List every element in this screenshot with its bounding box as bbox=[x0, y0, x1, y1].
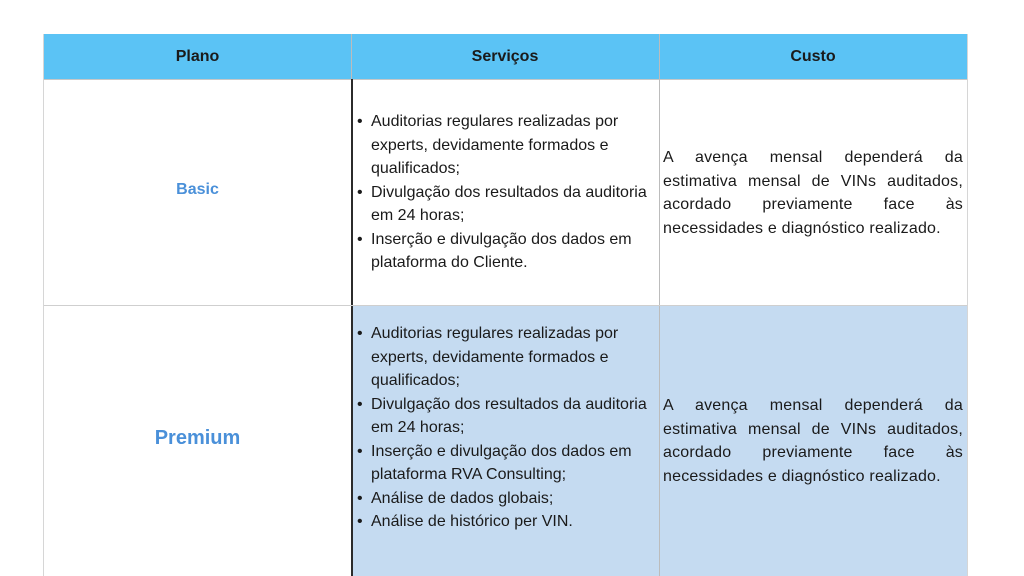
row-divider bbox=[44, 305, 967, 306]
table-header bbox=[44, 34, 967, 80]
header-divider-1 bbox=[351, 34, 352, 79]
header-cost: Custo bbox=[790, 48, 836, 65]
cost-premium: A avença mensal dependerá da estimativa mensal de VINs auditados, acordado previamente face às necessidades e diagnóstico realizado. bbox=[663, 397, 963, 485]
plans-table bbox=[43, 34, 968, 576]
list-item: • Auditorias regulares realizadas por experts, devidamente formados e qualificados; bbox=[353, 110, 659, 181]
header-plan: Plano bbox=[175, 48, 220, 65]
list-item: • Auditorias regulares realizadas por experts, devidamente formados e qualificados; bbox=[353, 322, 659, 393]
list-item: • Inserção e divulgação dos dados em plataforma RVA Consulting; bbox=[353, 440, 659, 487]
plan-premium: Premium bbox=[154, 427, 241, 449]
list-item: • Análise de histórico per VIN. bbox=[353, 510, 659, 534]
list-item: • Análise de dados globais; bbox=[353, 487, 659, 511]
cost-basic: A avença mensal dependerá da estimativa mensal de VINs auditados, acordado previamente face às necessidades e diagnóstico realizado. bbox=[663, 149, 963, 237]
header-services: Serviços bbox=[471, 48, 539, 65]
services-premium bbox=[353, 322, 659, 534]
list-item: • Divulgação dos resultados da auditoria em 24 horas; bbox=[353, 393, 659, 440]
list-item: • Inserção e divulgação dos dados em plataforma do Cliente. bbox=[353, 228, 659, 275]
list-item: • Divulgação dos resultados da auditoria em 24 horas; bbox=[353, 181, 659, 228]
services-basic bbox=[353, 110, 659, 275]
plan-basic: Basic bbox=[176, 181, 219, 198]
